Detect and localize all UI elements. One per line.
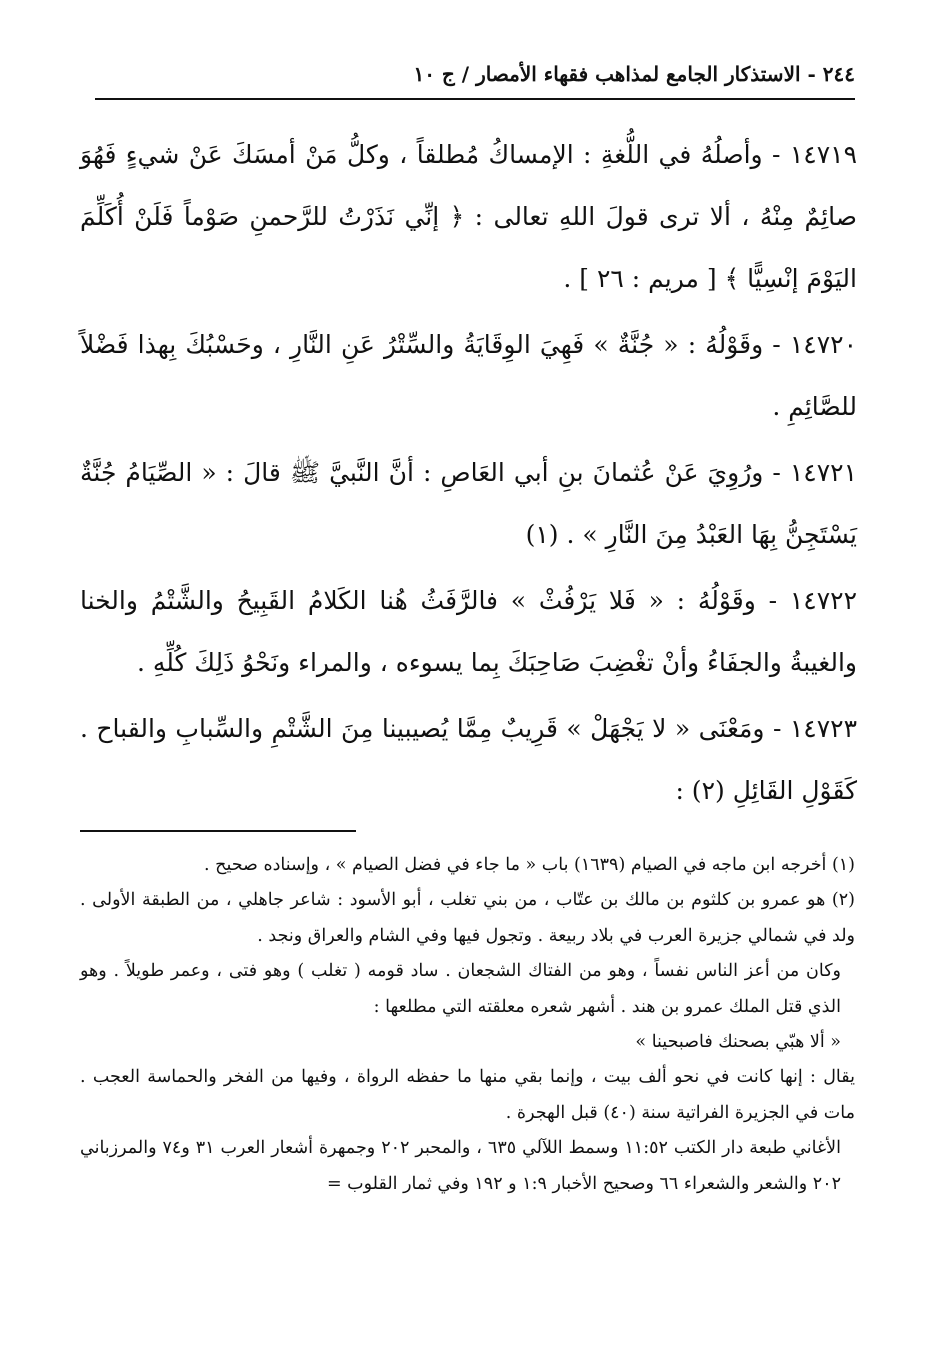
main-text	[80, 124, 857, 826]
running-header	[95, 58, 855, 100]
paragraph-14722: ١٤٧٢٢ - وقَوْلُهُ : « فَلا يَرْفُثْ » فالرَّفَثُ هُنا الكَلامُ القَبِيحُ والشَّتْمُ والخنا والغيبةُ والجفَاءُ وأنْ تغْضِبَ صَاحِبَكَ بِما يسوءه ، والمراء ونَحْوُ ذَلِكَ كُلِّهِ .	[80, 586, 857, 677]
running-head-text: ٢٤٤ - الاستذكار الجامع لمذاهب فقهاء الأمصار / ج ١٠	[413, 62, 855, 86]
footnote-2-sources: الأغاني طبعة دار الكتب ١١:٥٢ وسمط اللآلي ٦٣٥ ، والمحبر ٢٠٢ وجمهرة أشعار العرب ٣١ و٧٤ والمرزباني ٢٠٢ والشعر والشعراء ٦٦ وصحيح الأخبار ١:٩ و ١٩٢ وفي ثمار القلوب =	[80, 1138, 841, 1194]
footnote-2-note: يقال : إنها كانت في نحو ألف بيت ، وإنما بقي منها ما حفظه الرواة ، وفيها من الفخر والحماسة العجب . مات في الجزيرة الفراتية سنة (٤٠) قبل الهجرة .	[80, 1067, 855, 1123]
paragraph-14720: ١٤٧٢٠ - وقَوْلُهُ : « جُنَّةٌ » فَهِيَ الوِقَايَةُ والسِّتْرُ عَنِ النَّارِ ، وحَسْبُكَ بِهذا فَضْلاً للصَّائِمِ .	[80, 330, 857, 421]
footnote-1: (١) أخرجه ابن ماجه في الصيام (١٦٣٩) باب « ما جاء في فضل الصيام » ، وإسناده صحيح .	[204, 855, 855, 875]
footnotes	[80, 848, 855, 1202]
footnote-separator	[80, 830, 356, 832]
footnote-2-verse: « ألا هبّي بصحنك فاصبحينا »	[635, 1032, 841, 1053]
footnote-2: (٢) هو عمرو بن كلثوم بن مالك بن عتّاب ، من بني تغلب ، أبو الأسود : شاعر جاهلي ، من الطبقة الأولى . ولد في شمالي جزيرة العرب في بلاد ربيعة . وتجول فيها وفي الشام والعراق ونجد .	[80, 890, 855, 946]
paragraph-14723: ١٤٧٢٣ - ومَعْنَى « لا يَجْهَلْ » قَرِيبٌ مِمَّا يُصيبينا مِنَ الشَّتْمِ والسِّبابِ والقباح . كَقَوْلِ القَائِلِ (٢) :	[80, 714, 857, 805]
footnote-2-continued: وكان من أعز الناس نفساً ، وهو من الفتاك الشجعان . ساد قومه ( تغلب ) وهو فتى ، وعمر طويلاً . وهو الذي قتل الملك عمرو بن هند . أشهر شعره معلقته التي مطلعها :	[80, 961, 841, 1017]
paragraph-14719: ١٤٧١٩ - وأصلُهُ في اللُّغةِ : الإمساكُ مُطلقاً ، وكلُّ مَنْ أمسَكَ عَنْ شيءٍ فَهُوَ صائِمٌ مِنْهُ ، ألا ترى قولَ اللهِ تعالى : ﴿ إنِّي نَذَرْتُ للرَّحمنِ صَوْماً فَلَنْ أُكَلِّمَ اليَوْمَ إنْسِيًّا ﴾ [ مريم : ٢٦ ] .	[80, 140, 858, 293]
paragraph-14721: ١٤٧٢١ - ورُوِيَ عَنْ عُثمانَ بنِ أبي العَاصِ : أنَّ النَّبيَّ ﷺ قالَ : « الصِّيَامُ جُنَّةٌ يَسْتَجِنُّ بِهَا العَبْدُ مِنَ النَّارِ » . (١)	[80, 458, 857, 549]
